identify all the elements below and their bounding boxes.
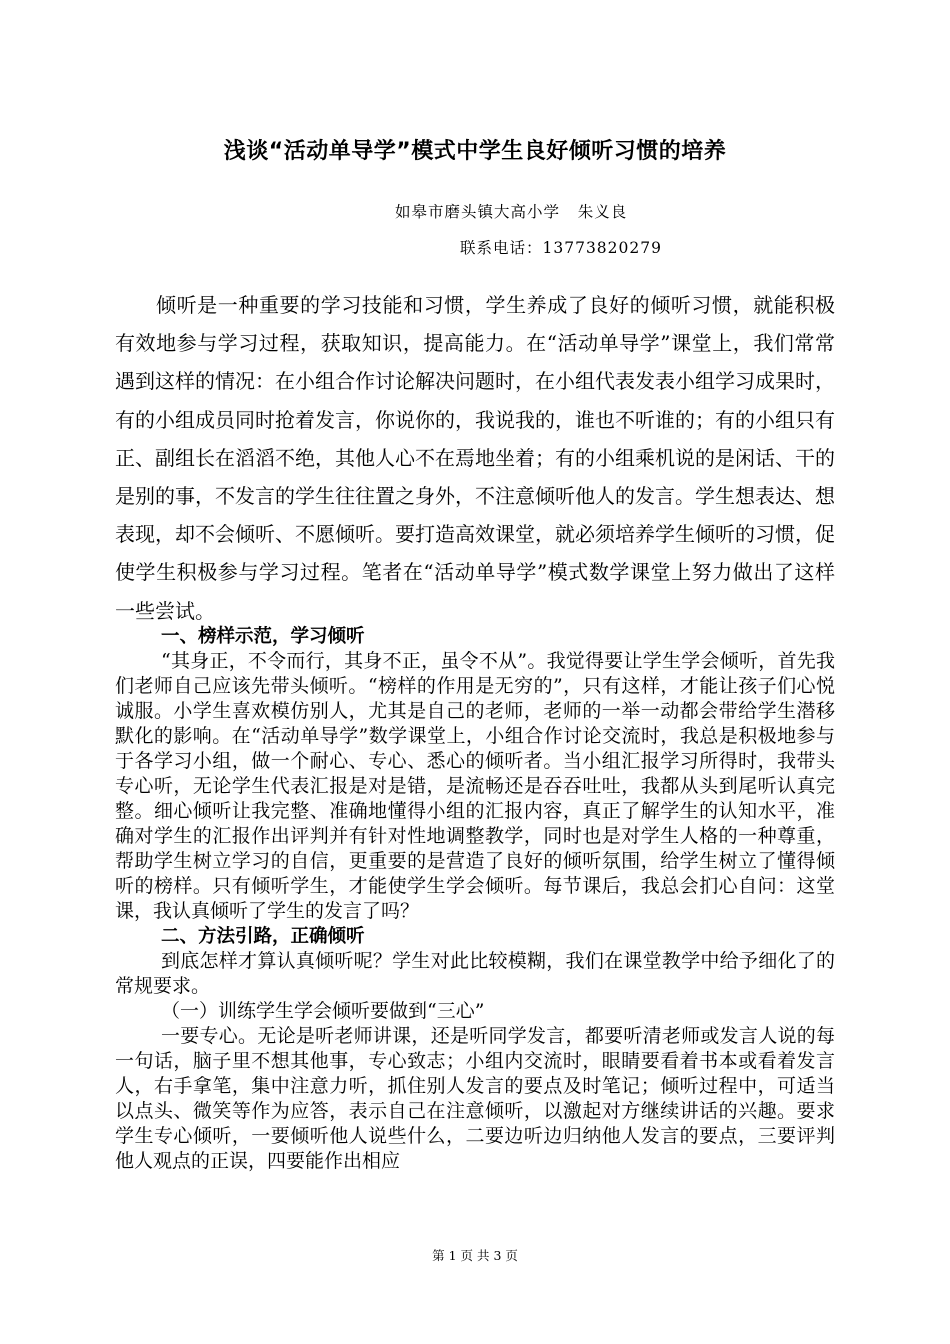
section1-heading: 一、榜样示范，学习倾听 [161,626,365,647]
phone-line: 联系电话：13773820279 [460,239,662,257]
subsection1-paragraph: 一要专心。无论是听老师讲课，还是听同学发言，都要听清老师或发言人说的每一句话，脑子里不想其他事，专心致志；小组内交流时，眼睛要看着书本或看着发言人，右手拿笔，集中注意力听，抓住别人发言的要点及时笔记；倾听过程中，可适当以点头、微笑等作为应答，表示自己在注意倾听，以激起对方继续讲话的兴趣。要求学生专心倾听，一要倾听他人说些什么，二要边听边归纳他人发言的要点，三要评判他人观点的正误，四要能作出相应 [115,1025,835,1172]
section2-paragraph: 到底怎样才算认真倾听呢？学生对此比较模糊，我们在课堂教学中给予细化了的常规要求。 [115,950,835,997]
author-line: 如皋市磨头镇大高小学 朱义良 [395,203,628,221]
document-title: 浅谈“活动单导学”模式中学生良好倾听习惯的培养 [223,139,727,164]
section1-paragraph: “其身正，不令而行，其身不正，虽令不从”。我觉得要让学生学会倾听，首先我们老师自己应该先带头倾听。“榜样的作用是无穷的”，只有这样，才能让孩子们心悦诚服。小学生喜欢模仿别人，尤其是自己的老师，老师的一举一动都会带给学生潜移默化的影响。在“活动单导学”数学课堂上，小组合作讨论交流时，我总是积极地参与于各学习小组，做一个耐心、专心、悉心的倾听者。当小组汇报学习所得时，我带头专心听，无论学生代表汇报是对是错，是流畅还是吞吞吐吐，我都从头到尾听认真完整。细心倾听让我完整、准确地懂得小组的汇报内容，真正了解学生的认知水平，准确对学生的汇报作出评判并有针对性地调整教学，同时也是对学生人格的一种尊重，帮助学生树立学习的自信，更重要的是营造了良好的倾听氛围，给学生树立了懂得倾听的榜样。只有倾听学生，才能使学生学会倾听。每节课后，我总会扪心自问：这堂课，我认真倾听了学生的发言了吗？ [115,650,835,922]
section2-heading: 二、方法引路，正确倾听 [161,926,365,947]
intro-paragraph: 倾听是一种重要的学习技能和习惯，学生养成了良好的倾听习惯，就能积极有效地参与学习过程，获取知识，提高能力。在“活动单导学”课堂上，我们常常遇到这样的情况：在小组合作讨论解决问题时，在小组代表发表小组学习成果时， 有的小组成员同时抢着发言，你说你的，我说我的，谁也不听谁的；有的小组只有正、副组长在滔滔不绝，其他人心不在焉地坐着；有的小组乘机说的是闲话、干的是别的事，不发言的学生往往置之身外，不注意倾听他人的发言。学生想表达、想表现，却不会倾听、不愿倾听。要打造高效课堂，就必须培养学生倾听的习惯，促使学生积极参与学习过程。笔者在“活动单导学”模式数学课堂上努力做出了这样一些尝试。 [115,293,835,623]
main-body [115,624,835,1174]
page-footer: 第 1 页 共 3 页 [432,1248,518,1263]
subsection1-heading: （一）训练学生学会倾听要做到“三心” [161,1000,485,1022]
